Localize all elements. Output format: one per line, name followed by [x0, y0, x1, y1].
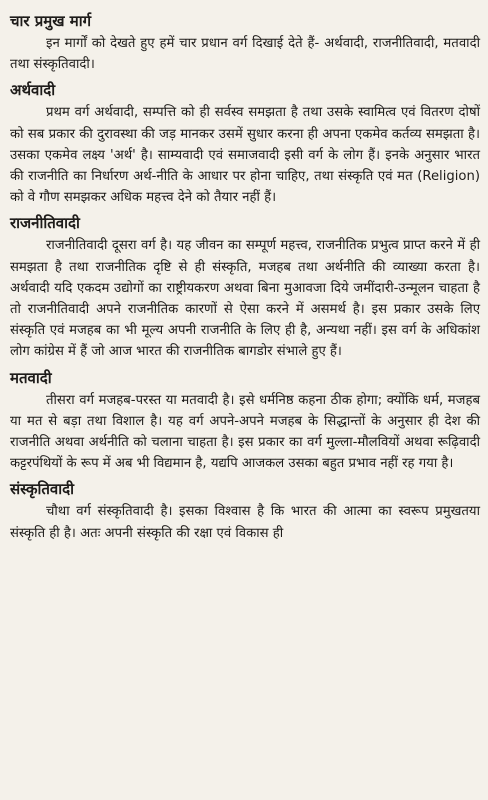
- section-paragraph: चौथा वर्ग संस्कृतिवादी है। इसका विश्वास है कि भारत की आत्मा का स्वरूप प्रमुखतया संस्कृति ही है। अतः अपनी संस्कृति की रक्षा एवं विकास ही: [10, 504, 480, 541]
- section-rajnitivadi: [10, 212, 480, 362]
- section-sanskritivadi: [10, 478, 480, 543]
- section-paragraph: राजनीतिवादी दूसरा वर्ग है। यह जीवन का सम्पूर्ण महत्त्व, राजनीतिक प्रभुत्व प्राप्त करने में ही समझता है तथा राजनीतिक दृष्टि से ही संस्कृति, मजहब तथा अर्थनीति की व्याख्या करता है। अर्थवादी यदि एकदम उद्योगों का राष्ट्रीयकरण अथवा बिना मुआवजा दिये जमींदारी-उन्मूलन चाहता है तो राजनीतिवादी अपने राजनीतिक कारणों से ऐसा करने में असमर्थ है। इस प्रकार उसके लिए संस्कृति एवं मजहब का भी मूल्य अपनी राजनीति के लिए ही है, अन्यथा नहीं। इस वर्ग के अधिकांश लोग कांग्रेस में हैं जो आज भारत की राजनीतिक बागडोर संभाले हुए हैं।: [10, 238, 480, 360]
- section-heading: चार प्रमुख मार्ग: [10, 12, 92, 30]
- section-arthavadi: [10, 79, 480, 208]
- section-paragraph: तीसरा वर्ग मजहब-परस्त या मतवादी है। इसे धर्मनिष्ठ कहना ठीक होगा; क्योंकि धर्म, मजहब या मत से बड़ा तथा विशाल है। यह वर्ग अपने-अपने मजहब के सिद्धान्तों के अनुसार ही देश की राजनीति अथवा अर्थनीति को चलाना चाहता है। इस प्रकार का वर्ग मुल्ला-मौलवियों अथवा रूढ़िवादी कट्टरपंथियों के रूप में अब भी विद्यमान है, यद्यपि आजकल उसका बहुत प्रभाव नहीं रह गया है।: [10, 392, 480, 472]
- section-char-pramukh-marg: [10, 10, 480, 75]
- section-heading: राजनीतिवादी: [10, 214, 80, 233]
- section-matvadi: [10, 367, 480, 475]
- section-heading: अर्थवादी: [10, 81, 56, 100]
- section-heading: संस्कृतिवादी: [10, 480, 75, 499]
- section-heading: मतवादी: [10, 368, 52, 387]
- section-paragraph: इन मार्गों को देखते हुए हमें चार प्रधान वर्ग दिखाई देते हैं- अर्थवादी, राजनीतिवादी, मतवादी तथा संस्कृतिवादी।: [10, 36, 480, 73]
- section-paragraph: प्रथम वर्ग अर्थवादी, सम्पत्ति को ही सर्वस्व समझता है तथा उसके स्वामित्व एवं वितरण दोषों को सब प्रकार की दुरावस्था की जड़ मानकर उसमें सुधार करना ही अपना एकमेव कर्तव्य समझता है। उसका एकमेव लक्ष्य 'अर्थ' है। साम्यवादी एवं समाजवादी इसी वर्ग के लोग हैं। इनके अनुसार भारत की राजनीति का निर्धारण अर्थ-नीति के आधार पर होना चाहिए, तथा संस्कृति एवं मत (Religion) को वे गौण समझकर अधिक महत्त्व देने को तैयार नहीं हैं।: [10, 105, 480, 206]
